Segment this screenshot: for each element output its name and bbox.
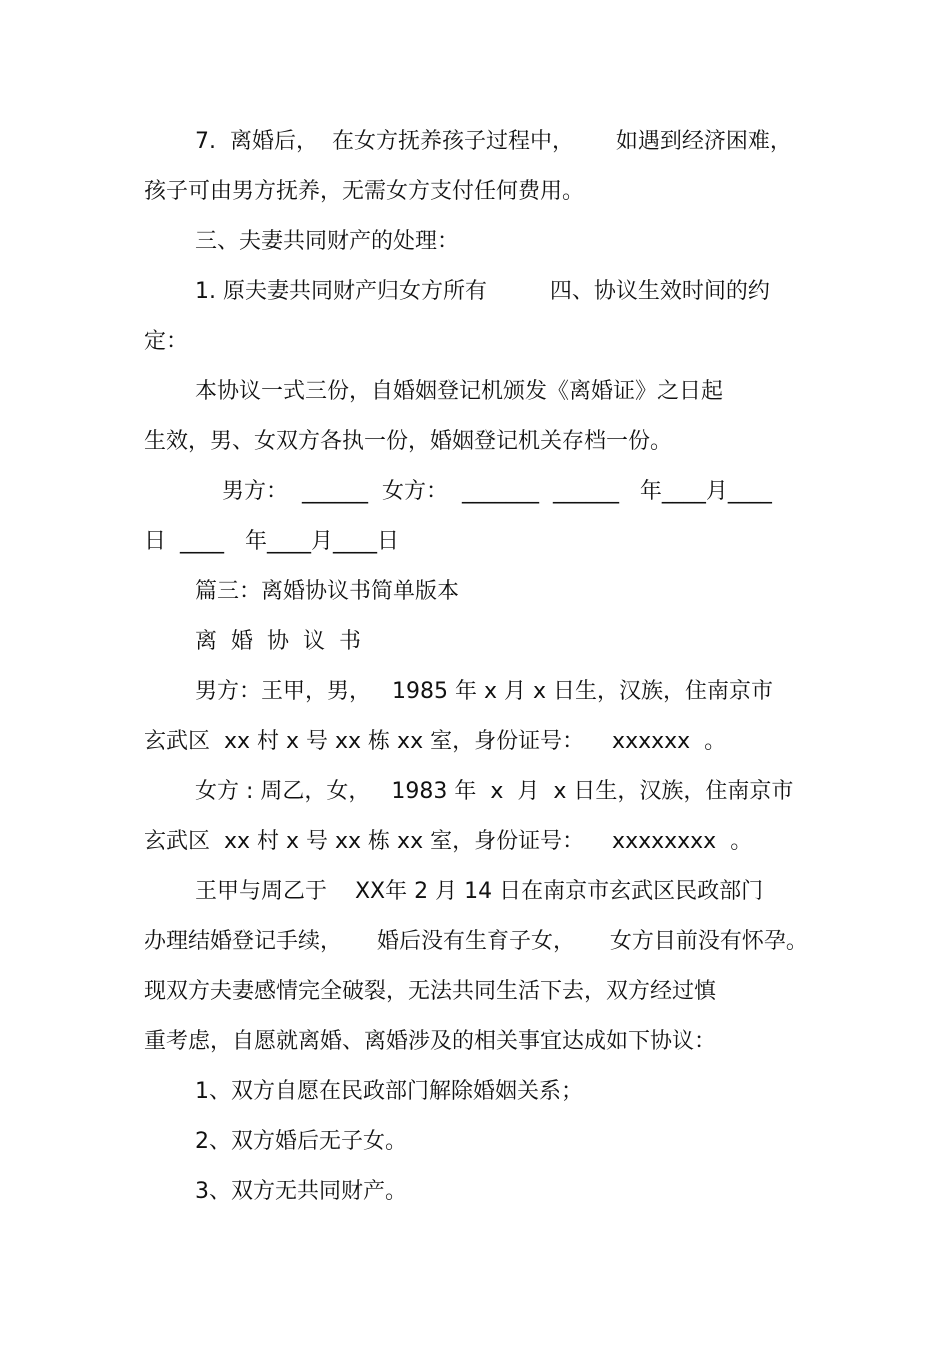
signature-date-line: 日 ____ 年____月____日	[144, 529, 399, 554]
text-line: 男方：王甲，男， 1985 年 x 月 x 日生，汉族，住南京市	[195, 679, 773, 704]
text-line: 生效，男、女双方各执一份，婚姻登记机关存档一份。	[144, 429, 673, 454]
text-line: 玄武区 xx 村 x 号 xx 栋 xx 室，身份证号： xxxxxxxx 。	[144, 829, 753, 854]
text-line: 本协议一式三份，自婚姻登记机颁发《离婚证》之日起	[195, 379, 724, 404]
document-title: 离 婚 协 议 书	[195, 629, 361, 654]
text-line: 办理结婚登记手续， 婚后没有生育子女， 女方目前没有怀孕。	[144, 929, 808, 954]
signature-line: 男方： ______ 女方： _______ ______ 年____月____	[222, 479, 772, 504]
text-line: 女方 : 周乙，女， 1983 年 x 月 x 日生，汉族，住南京市	[195, 779, 794, 804]
list-item: 2、双方婚后无子女。	[195, 1129, 407, 1154]
text-line: 现双方夫妻感情完全破裂，无法共同生活下去，双方经过慎	[144, 979, 717, 1004]
text-line: 三、夫妻共同财产的处理：	[195, 229, 460, 254]
text-line: 孩子可由男方抚养，无需女方支付任何费用。	[144, 179, 585, 204]
text-line: 7. 离婚后， 在女方抚养孩子过程中， 如遇到经济困难，	[195, 129, 792, 154]
text-line: 定：	[144, 329, 189, 354]
text-line: 1. 原夫妻共同财产归女方所有 四、协议生效时间的约	[195, 279, 770, 304]
list-item: 3、双方无共同财产。	[195, 1179, 407, 1204]
text-line: 重考虑，自愿就离婚、离婚涉及的相关事宜达成如下协议：	[144, 1029, 717, 1054]
section-heading: 篇三：离婚协议书简单版本	[195, 579, 460, 604]
list-item: 1、双方自愿在民政部门解除婚姻关系；	[195, 1079, 583, 1104]
text-line: 王甲与周乙于 XX年 2 月 14 日在南京市玄武区民政部门	[195, 879, 764, 904]
text-line: 玄武区 xx 村 x 号 xx 栋 xx 室，身份证号： xxxxxx 。	[144, 729, 727, 754]
